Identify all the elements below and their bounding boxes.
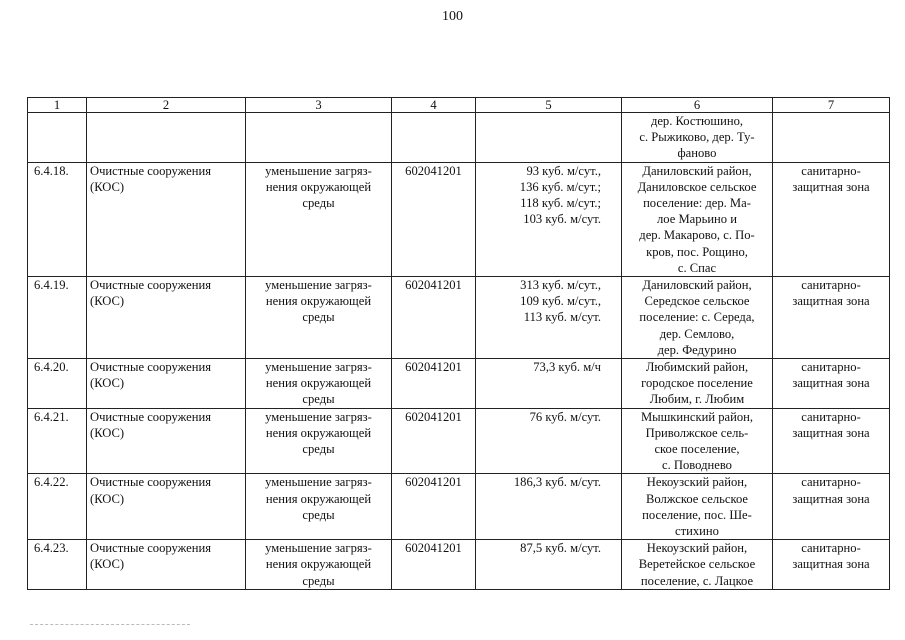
facility-location-line: ское поселение,: [654, 442, 740, 457]
facility-location-line: Приволжское сель-: [645, 425, 749, 440]
column-header-1: 1: [28, 98, 87, 113]
facility-name-cell: [87, 359, 246, 409]
row-number-cell: 6.4.18.: [28, 162, 87, 276]
facility-purpose-line: уменьшение загряз-: [265, 360, 372, 375]
zone-type-cell: [773, 474, 890, 540]
row-number-cell: [28, 113, 87, 163]
zone-type-line: защитная зона: [792, 425, 870, 440]
zone-type-line: санитарно-: [801, 409, 861, 424]
facility-location-line: кров, пос. Рощино,: [646, 244, 748, 259]
facility-name-line: (КОС): [90, 491, 125, 506]
table-row: [28, 408, 890, 474]
facility-location-cell: [622, 277, 773, 359]
row-number-cell: 6.4.20.: [28, 359, 87, 409]
facility-purpose-line: нения окружающей: [265, 179, 372, 194]
zone-type-line: санитарно-: [801, 360, 861, 375]
facility-location-line: с. Спас: [677, 260, 717, 275]
facility-name-cell: [87, 408, 246, 474]
facility-location-line: с. Поводнево: [662, 458, 732, 473]
column-header-3: 3: [246, 98, 392, 113]
facility-name-line: Очистные сооружения: [90, 409, 212, 424]
facility-location-line: дер. Семлово,: [659, 326, 735, 341]
facility-capacity-cell: [476, 408, 622, 474]
facility-location-line: дер. Макарово, с. По-: [639, 228, 755, 243]
facility-code-cell: 602041201: [392, 277, 476, 359]
table-row: [28, 277, 890, 359]
zone-type-line: санитарно-: [801, 475, 861, 490]
facility-name-line: Очистные сооружения: [90, 163, 212, 178]
table-row: [28, 113, 890, 163]
facility-name-line: (КОС): [90, 557, 125, 572]
facility-purpose-line: среды: [302, 392, 335, 407]
facility-name-line: (КОС): [90, 294, 125, 309]
facility-capacity-line: 87,5 куб. м/сут.: [520, 541, 601, 556]
facility-code-cell: 602041201: [392, 408, 476, 474]
facility-purpose-line: среды: [302, 507, 335, 522]
zone-type-line: защитная зона: [792, 294, 870, 309]
facility-purpose-line: уменьшение загряз-: [265, 278, 372, 293]
facility-purpose-line: среды: [302, 310, 335, 325]
facility-name-line: (КОС): [90, 376, 125, 391]
facility-location-line: стихино: [675, 524, 719, 539]
facility-code-cell: [392, 113, 476, 163]
facility-location-line: Волжское сельское: [645, 491, 749, 506]
facility-purpose-line: среды: [302, 196, 335, 211]
facility-capacity-line: 313 куб. м/сут.,: [520, 278, 601, 293]
scan-artifact: [30, 624, 190, 627]
facility-code-cell: 602041201: [392, 474, 476, 540]
column-header-4: 4: [392, 98, 476, 113]
facilities-table: [27, 97, 890, 590]
facility-capacity-line: 113 куб. м/сут.: [523, 310, 601, 325]
facility-location-line: дер. Костюшино,: [650, 114, 744, 128]
facility-capacity-cell: [476, 277, 622, 359]
zone-type-line: защитная зона: [792, 376, 870, 391]
facility-capacity-line: 136 куб. м/сут.;: [519, 179, 601, 194]
facility-purpose-line: среды: [302, 573, 335, 588]
facility-location-cell: [622, 408, 773, 474]
facility-purpose-line: уменьшение загряз-: [265, 475, 372, 490]
facility-location-line: Мышкинский район,: [640, 409, 754, 424]
facility-name-cell: [87, 113, 246, 163]
zone-type-line: защитная зона: [792, 179, 870, 194]
facility-location-line: Любимский район,: [645, 360, 749, 375]
facility-location-line: лое Марьино и: [657, 212, 737, 227]
facility-location-line: Некоузский район,: [646, 475, 748, 490]
facility-capacity-line: 76 куб. м/сут.: [529, 409, 601, 424]
facility-capacity-cell: [476, 474, 622, 540]
facility-code-cell: 602041201: [392, 162, 476, 276]
facility-purpose-line: нения окружающей: [265, 294, 372, 309]
zone-type-line: санитарно-: [801, 541, 861, 556]
facility-capacity-line: 73,3 куб. м/ч: [533, 360, 601, 375]
facility-location-line: Середское сельское: [644, 294, 750, 309]
facility-code-cell: 602041201: [392, 359, 476, 409]
facility-name-line: Очистные сооружения: [90, 278, 212, 293]
row-number-cell: 6.4.21.: [28, 408, 87, 474]
facility-name-line: (КОС): [90, 425, 125, 440]
facility-location-line: фаново: [677, 146, 717, 161]
zone-type-cell: [773, 359, 890, 409]
facility-name-cell: [87, 474, 246, 540]
facility-purpose-cell: [246, 113, 392, 163]
facility-location-line: поселение, пос. Ше-: [642, 507, 752, 522]
facility-location-cell: [622, 359, 773, 409]
facility-location-line: Веретейское сельское: [638, 557, 756, 572]
facility-purpose-line: среды: [302, 442, 335, 457]
table-row: [28, 474, 890, 540]
zone-type-cell: [773, 540, 890, 590]
zone-type-line: санитарно-: [801, 163, 861, 178]
zone-type-cell: [773, 408, 890, 474]
facility-location-cell: [622, 113, 773, 163]
facility-name-line: Очистные сооружения: [90, 541, 212, 556]
facility-location-line: с. Рыжиково, дер. Ту-: [639, 130, 755, 145]
row-number-cell: 6.4.19.: [28, 277, 87, 359]
facility-purpose-cell: [246, 277, 392, 359]
facility-purpose-line: нения окружающей: [265, 425, 372, 440]
facility-location-line: поселение: с. Середа,: [639, 310, 755, 325]
row-number-cell: 6.4.23.: [28, 540, 87, 590]
zone-type-line: защитная зона: [792, 491, 870, 506]
facility-location-line: Даниловский район,: [642, 278, 752, 293]
page-number: 100: [442, 9, 463, 24]
facility-purpose-cell: [246, 162, 392, 276]
facility-location-cell: [622, 162, 773, 276]
facility-capacity-cell: [476, 162, 622, 276]
facility-name-cell: [87, 540, 246, 590]
facility-purpose-cell: [246, 540, 392, 590]
facility-name-line: (КОС): [90, 179, 125, 194]
facility-purpose-line: нения окружающей: [265, 491, 372, 506]
zone-type-line: защитная зона: [792, 557, 870, 572]
facility-name-line: Очистные сооружения: [90, 360, 212, 375]
facility-location-line: Даниловское сельское: [637, 179, 757, 194]
facility-location-line: городское поселение: [641, 376, 753, 391]
header-row: [28, 98, 890, 113]
facility-purpose-line: нения окружающей: [265, 376, 372, 391]
facility-location-cell: [622, 474, 773, 540]
facility-code-cell: 602041201: [392, 540, 476, 590]
zone-type-cell: [773, 113, 890, 163]
facility-capacity-line: 186,3 куб. м/сут.: [513, 475, 601, 490]
table-row: [28, 162, 890, 276]
column-header-7: 7: [773, 98, 890, 113]
facility-location-line: дер. Федурино: [657, 342, 737, 357]
column-header-5: 5: [476, 98, 622, 113]
facility-capacity-line: 93 куб. м/сут.,: [526, 163, 601, 178]
column-header-6: 6: [622, 98, 773, 113]
facility-location-line: поселение, с. Лацкое: [640, 573, 754, 588]
table-row: [28, 359, 890, 409]
facility-capacity-line: 109 куб. м/сут.,: [520, 294, 601, 309]
facility-location-line: Любим, г. Любим: [649, 392, 745, 407]
facility-location-cell: [622, 540, 773, 590]
facility-purpose-cell: [246, 359, 392, 409]
facility-purpose-line: уменьшение загряз-: [265, 409, 372, 424]
facility-capacity-line: 103 куб. м/сут.: [523, 212, 601, 227]
facility-purpose-line: уменьшение загряз-: [265, 541, 372, 556]
table-row: [28, 540, 890, 590]
zone-type-line: санитарно-: [801, 278, 861, 293]
zone-type-cell: [773, 162, 890, 276]
facility-name-cell: [87, 277, 246, 359]
facility-purpose-line: уменьшение загряз-: [265, 163, 372, 178]
facility-location-line: поселение: дер. Ма-: [643, 196, 751, 211]
facility-location-line: Даниловский район,: [642, 163, 752, 178]
facility-capacity-cell: [476, 540, 622, 590]
facility-location-line: Некоузский район,: [646, 541, 748, 556]
column-header-2: 2: [87, 98, 246, 113]
facility-capacity-line: 118 куб. м/сут.;: [520, 196, 601, 211]
facility-capacity-cell: [476, 113, 622, 163]
facility-capacity-cell: [476, 359, 622, 409]
facility-purpose-cell: [246, 408, 392, 474]
zone-type-cell: [773, 277, 890, 359]
row-number-cell: 6.4.22.: [28, 474, 87, 540]
table-body: [28, 113, 890, 590]
facility-purpose-line: нения окружающей: [265, 557, 372, 572]
facility-purpose-cell: [246, 474, 392, 540]
facility-name-line: Очистные сооружения: [90, 475, 212, 490]
facility-name-cell: [87, 162, 246, 276]
